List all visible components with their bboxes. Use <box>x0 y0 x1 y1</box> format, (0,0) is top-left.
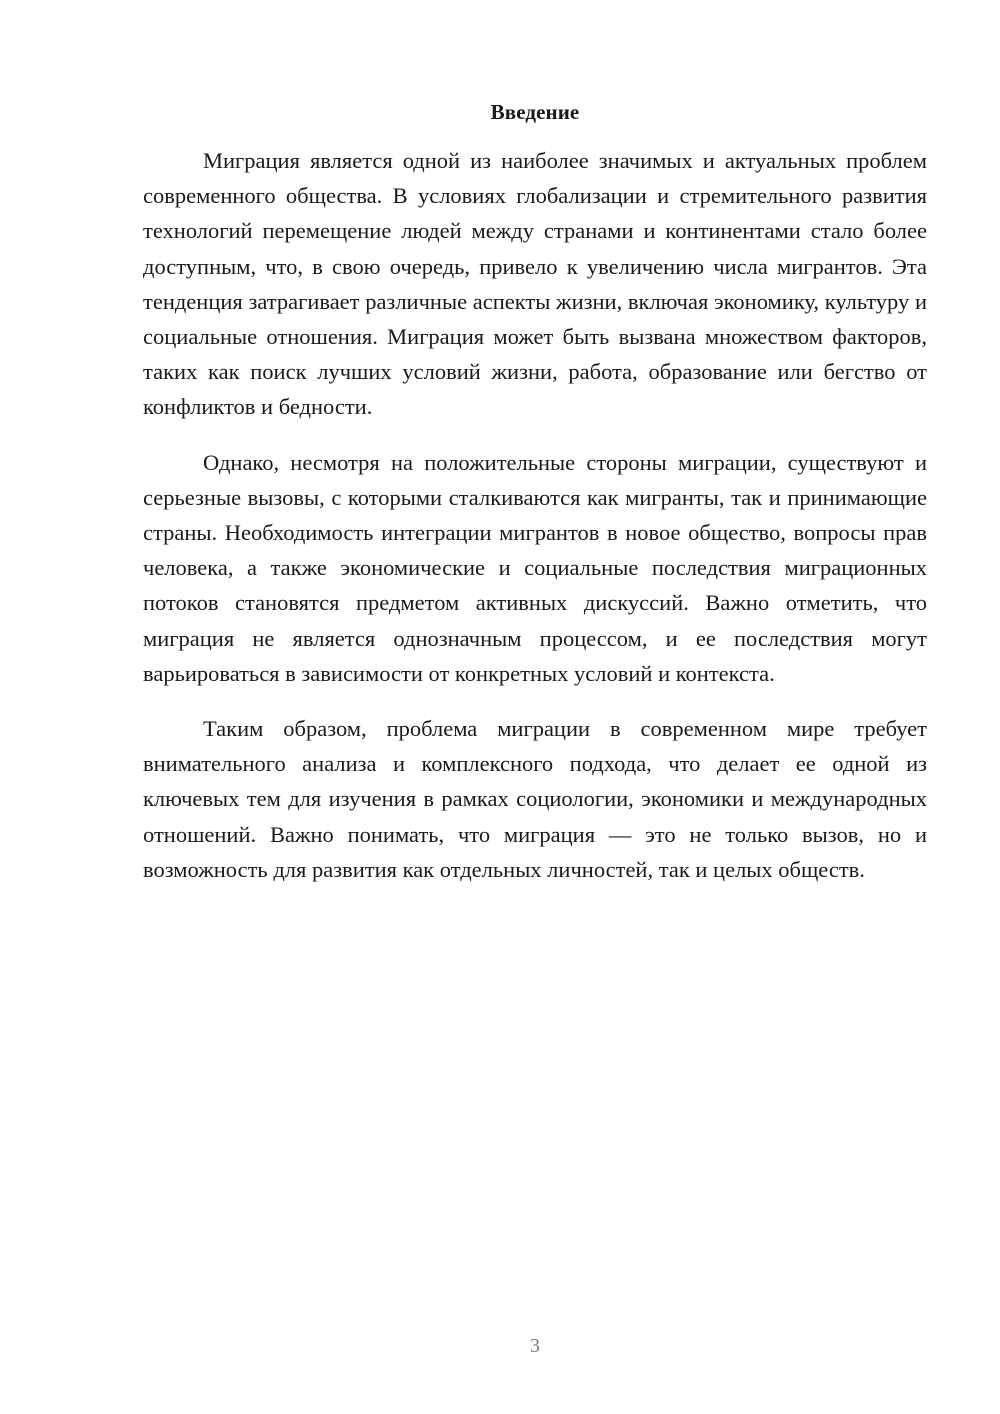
section-heading: Введение <box>490 100 580 124</box>
paragraph-1: Миграция является одной из наиболее значимых и актуальных проблем современного общества. В условиях глобализации и стремительного развития технологий перемещение людей между странами и континентами стало более доступным, что, в свою очередь, привело к увеличению числа мигрантов. Эта тенденция затрагивает различные аспекты жизни, включая экономику, культуру и социальные отношения. Миграция может быть вызвана множеством факторов, таких как поиск лучших условий жизни, работа, образование или бегство от конфликтов и бедности. <box>143 148 927 420</box>
paragraph-2: Однако, несмотря на положительные стороны миграции, существуют и серьезные вызовы, с которыми сталкиваются как мигранты, так и принимающие страны. Необходимость интеграции мигрантов в новое общество, вопросы прав человека, а также экономические и социальные последствия миграционных потоков становятся предметом активных дискуссий. Важно отметить, что миграция не является однозначным процессом, и ее последствия могут варьироваться в зависимости от конкретных условий и контекста. <box>143 449 927 686</box>
paragraph-3: Таким образом, проблема миграции в современном мире требует внимательного анализа и комплексного подхода, что делает ее одной из ключевых тем для изучения в рамках социологии, экономики и международных отношений. Важно понимать, что миграция — это не только вызов, но и возможность для развития как отдельных личностей, так и целых обществ. <box>143 716 927 882</box>
body-text <box>143 143 927 907</box>
page-number: 3 <box>530 1335 540 1357</box>
